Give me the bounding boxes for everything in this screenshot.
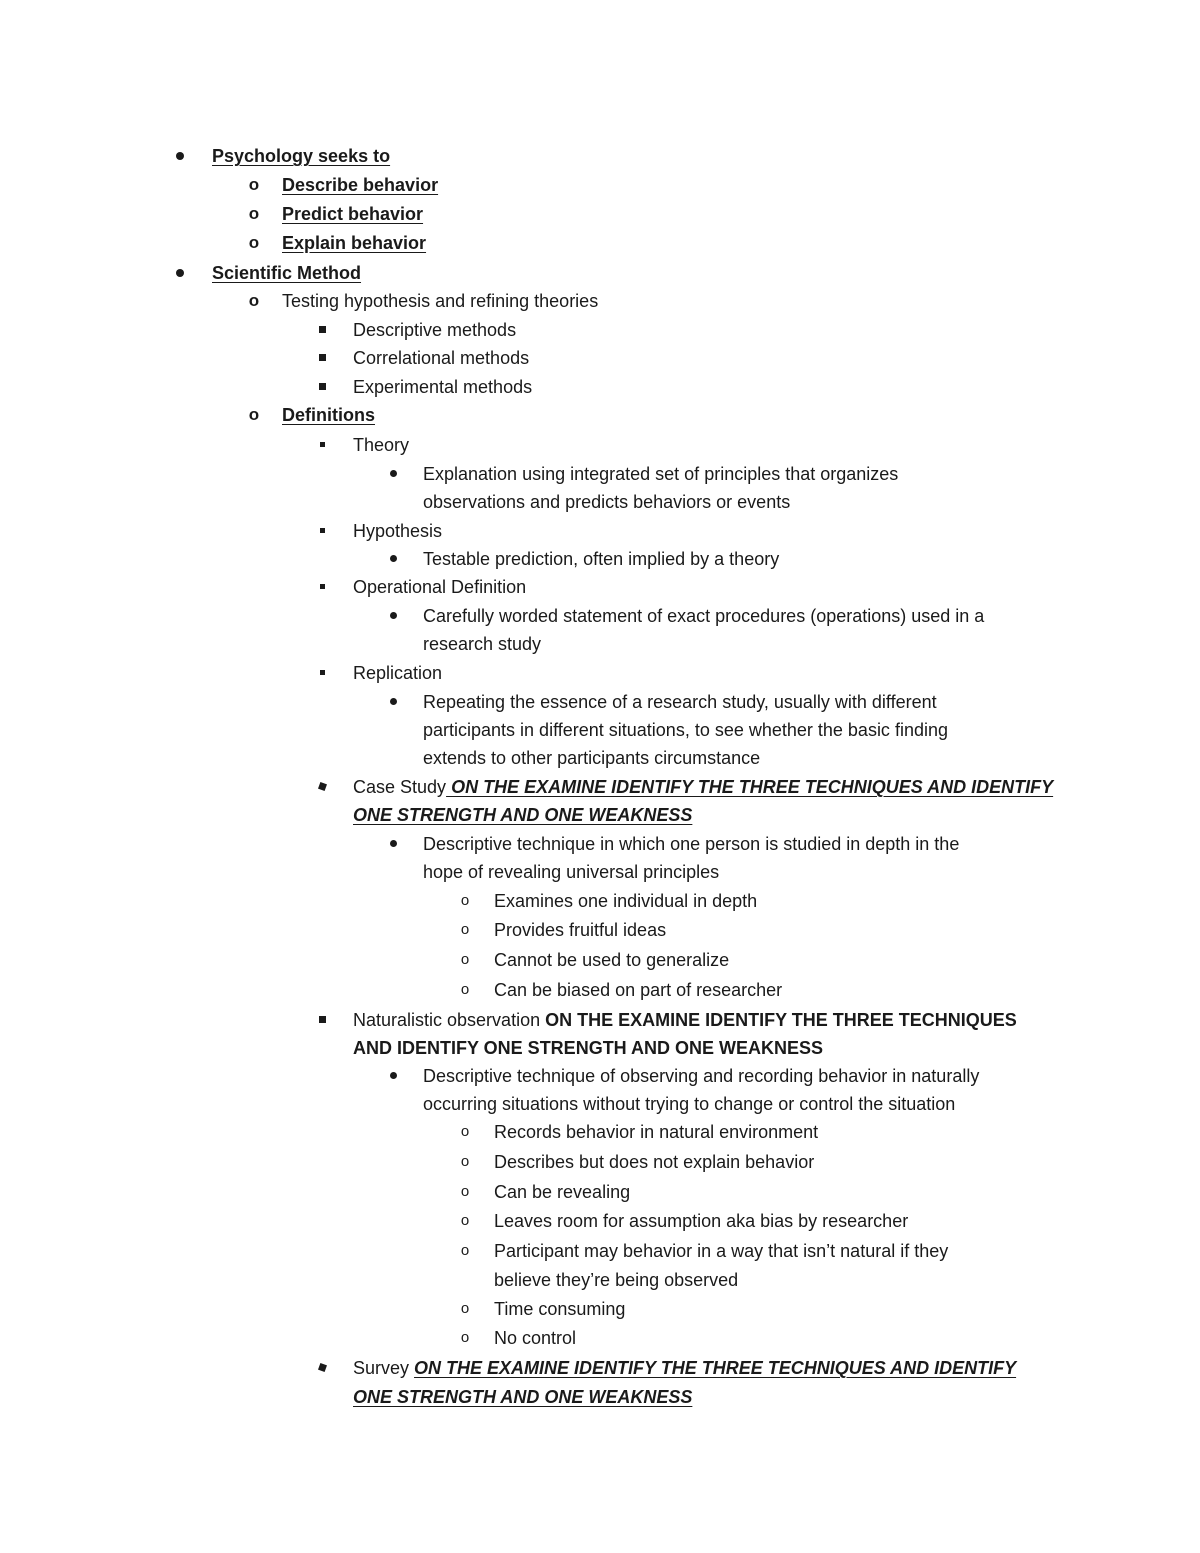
circle-bullet-icon: o [460, 981, 470, 998]
definition-line: Explanation using integrated set of principles that organizes [423, 464, 899, 484]
bullet-icon [383, 545, 403, 573]
survey-line [353, 1354, 1016, 1382]
definition-line: extends to other participants circumstance [423, 748, 761, 768]
circle-bullet-icon: o [460, 951, 470, 968]
point-line: No control [494, 1328, 577, 1348]
point-line: Records behavior in natural environment [494, 1122, 819, 1142]
square-bullet-icon [312, 517, 332, 545]
item-correlational-methods: Correlational methods [353, 348, 530, 368]
exam-note: AND IDENTIFY ONE STRENGTH AND ONE WEAKNESS [353, 1038, 824, 1058]
point-line: Examines one individual in depth [494, 891, 758, 911]
bullet-icon [383, 830, 403, 858]
circle-bullet-icon: o [460, 1123, 470, 1140]
circle-bullet-icon: o [460, 1300, 470, 1317]
circle-bullet-icon: o [248, 405, 260, 424]
definition-line: Carefully worded statement of exact procedures (operations) used in a [423, 606, 985, 626]
item-predict-behavior: Predict behavior [282, 204, 424, 224]
circle-bullet-icon: o [248, 233, 260, 252]
term-operational-definition: Operational Definition [353, 577, 527, 597]
item-testing-hypothesis: Testing hypothesis and refining theories [282, 291, 599, 311]
circle-bullet-icon: o [248, 291, 260, 310]
term-hypothesis: Hypothesis [353, 521, 443, 541]
square-bullet-icon [312, 316, 332, 344]
circle-bullet-icon: o [248, 204, 260, 223]
definition-line: Testable prediction, often implied by a theory [423, 549, 780, 569]
point-line: Describes but does not explain behavior [494, 1152, 815, 1172]
term-naturalistic-observation: Naturalistic observation [353, 1010, 546, 1030]
naturalistic-observation-line [353, 1006, 1017, 1034]
exam-note: ONE STRENGTH AND ONE WEAKNESS [353, 1387, 693, 1407]
definition-line: participants in different situations, to see whether the basic finding [423, 720, 948, 740]
item-explain-behavior: Explain behavior [282, 233, 427, 253]
point-line: Can be biased on part of researcher [494, 980, 783, 1000]
circle-bullet-icon: o [460, 1329, 470, 1346]
circle-bullet-icon: o [460, 1153, 470, 1170]
exam-note: ON THE EXAMINE IDENTIFY THE THREE TECHNIQUES AND IDENTIFY [414, 1358, 1017, 1378]
term-case-study: Case Study [353, 777, 447, 797]
term-theory: Theory [353, 435, 410, 455]
square-bullet-icon [312, 573, 332, 601]
exam-note: ON THE EXAMINE IDENTIFY THE THREE TECHNIQUES [545, 1010, 1017, 1030]
circle-bullet-icon: o [248, 175, 260, 194]
definition-line: observations and predicts behaviors or events [423, 492, 791, 512]
circle-bullet-icon: o [460, 921, 470, 938]
bullet-icon [383, 602, 403, 630]
square-bullet-icon [312, 659, 332, 687]
case-study-line [353, 773, 1053, 801]
exam-note: ON THE EXAMINE IDENTIFY THE THREE TECHNIQUES AND IDENTIFY [446, 777, 1054, 797]
bullet-icon [170, 142, 190, 170]
heading-psychology-seeks: Psychology seeks to [212, 146, 391, 166]
bullet-icon [383, 688, 403, 716]
point-line: believe they’re being observed [494, 1270, 739, 1290]
item-describe-behavior: Describe behavior [282, 175, 439, 195]
heading-scientific-method: Scientific Method [212, 263, 362, 283]
circle-bullet-icon: o [460, 1183, 470, 1200]
term-replication: Replication [353, 663, 443, 683]
term-survey: Survey [353, 1358, 415, 1378]
point-line: Participant may behavior in a way that isn’t natural if they [494, 1241, 949, 1261]
definition-line: Descriptive technique of observing and recording behavior in naturally [423, 1066, 980, 1086]
circle-bullet-icon: o [460, 1212, 470, 1229]
definition-line: Repeating the essence of a research study, usually with different [423, 692, 937, 712]
square-bullet-icon [312, 344, 332, 372]
bullet-icon [170, 259, 190, 287]
point-line: Leaves room for assumption aka bias by researcher [494, 1211, 909, 1231]
point-line: Cannot be used to generalize [494, 950, 730, 970]
definition-line: hope of revealing universal principles [423, 862, 720, 882]
item-descriptive-methods: Descriptive methods [353, 320, 517, 340]
bullet-icon [383, 460, 403, 488]
definition-line: occurring situations without trying to change or control the situation [423, 1094, 956, 1114]
circle-bullet-icon: o [460, 1242, 470, 1259]
point-line: Can be revealing [494, 1182, 631, 1202]
bullet-icon [383, 1062, 403, 1090]
heading-definitions: Definitions [282, 405, 375, 425]
definition-line: Descriptive technique in which one person is studied in depth in the [423, 834, 960, 854]
square-bullet-icon [312, 373, 332, 401]
item-experimental-methods: Experimental methods [353, 377, 533, 397]
square-bullet-icon [312, 1006, 332, 1034]
square-bullet-icon [312, 773, 332, 801]
point-line: Provides fruitful ideas [494, 920, 667, 940]
square-bullet-icon [312, 431, 332, 459]
circle-bullet-icon: o [460, 892, 470, 909]
definition-line: research study [423, 634, 542, 654]
point-line: Time consuming [494, 1299, 626, 1319]
square-bullet-icon [312, 1354, 332, 1382]
exam-note: ONE STRENGTH AND ONE WEAKNESS [353, 805, 693, 825]
